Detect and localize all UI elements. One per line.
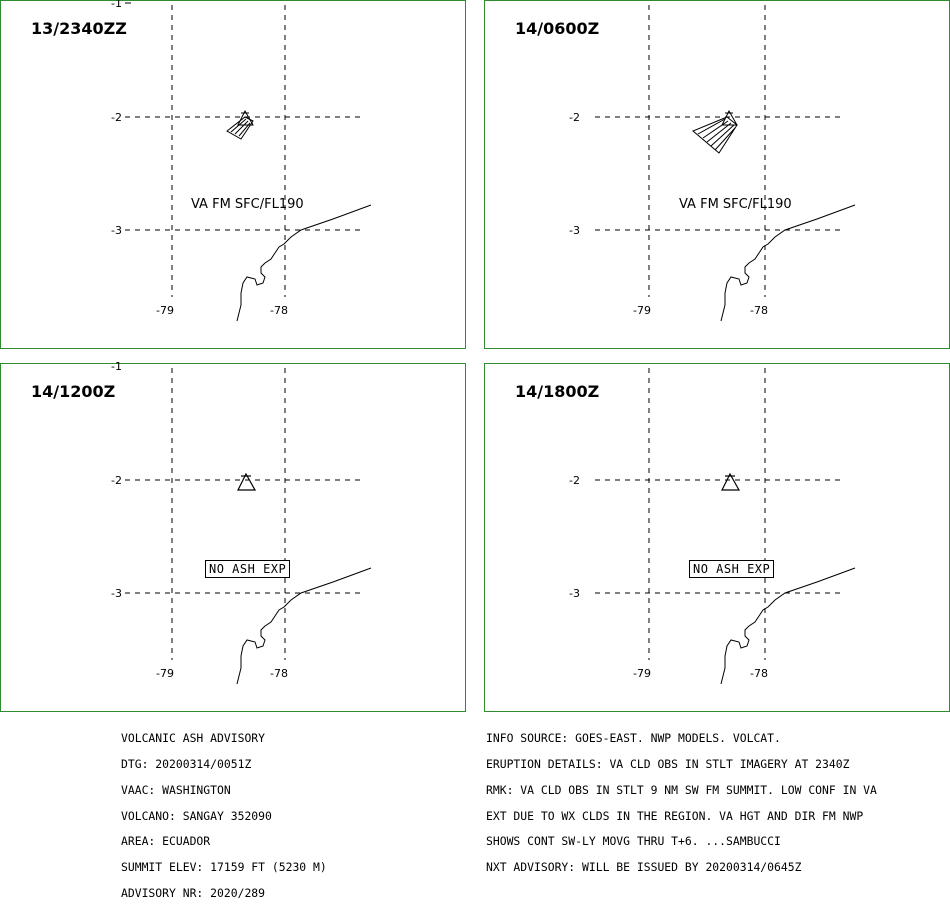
advisory-line: AREA: ECUADOR [121, 834, 211, 849]
forecast-panel-4 [484, 363, 950, 712]
map-canvas [1, 1, 467, 350]
tick-lat-top: -1 [111, 360, 122, 373]
lat-lon-grid [595, 5, 843, 297]
advisory-line: VAAC: WASHINGTON [121, 782, 231, 797]
tick-lat-low: -3 [569, 587, 580, 600]
forecast-panel-2 [484, 0, 950, 349]
tick-lat-low: -3 [569, 224, 580, 237]
tick-lon-left: -79 [633, 304, 651, 317]
no-ash-label: NO ASH EXP [205, 560, 290, 578]
lat-lon-grid [125, 368, 363, 660]
advisory-line: INFO SOURCE: GOES-EAST. NWP MODELS. VOLCAT. [486, 731, 781, 746]
coastline [237, 568, 371, 684]
advisory-details [486, 717, 877, 880]
tick-lat-mid: -2 [111, 111, 122, 124]
forecast-panel-3 [0, 360, 466, 712]
advisory-line: ADVISORY NR: 2020/289 [121, 885, 266, 900]
advisory-line: RMK: VA CLD OBS IN STLT 9 NM SW FM SUMMIT. LOW CONF IN VA [486, 782, 877, 797]
tick-lat-top: -1 [111, 0, 122, 10]
ash-cloud [227, 111, 253, 139]
tick-lon-left: -79 [156, 304, 174, 317]
tick-lon-right: -78 [270, 667, 288, 680]
map-canvas [485, 364, 950, 713]
forecast-panel-1 [0, 0, 466, 349]
lat-lon-grid [125, 5, 363, 297]
tick-lat-mid: -2 [111, 474, 122, 487]
advisory-line: NXT ADVISORY: WILL BE ISSUED BY 20200314/0645Z [486, 860, 802, 875]
map-canvas [485, 1, 950, 350]
va-height-label: VA FM SFC/FL190 [679, 197, 792, 212]
advisory-line: VOLCANIC ASH ADVISORY [121, 731, 266, 746]
advisory-line: SUMMIT ELEV: 17159 FT (5230 M) [121, 860, 327, 875]
map-canvas [1, 360, 467, 713]
no-ash-label: NO ASH EXP [689, 560, 774, 578]
tick-lat-low: -3 [111, 587, 122, 600]
lat-lon-grid [595, 368, 843, 660]
va-height-label: VA FM SFC/FL190 [191, 197, 304, 212]
volcano-icon [722, 474, 739, 490]
coastline [721, 568, 855, 684]
tick-lon-right: -78 [750, 667, 768, 680]
tick-lat-low: -3 [111, 224, 122, 237]
panel-time-label: 14/1800Z [515, 382, 600, 401]
tick-lat-mid: -2 [569, 474, 580, 487]
panel-time-label: 13/2340ZZ [31, 19, 127, 38]
coastline [721, 205, 855, 321]
tick-lon-left: -79 [156, 667, 174, 680]
advisory-line: VOLCANO: SANGAY 352090 [121, 808, 272, 823]
advisory-line: SHOWS CONT SW-LY MOVG THRU T+6. ...SAMBUCCI [486, 834, 781, 849]
tick-lon-right: -78 [270, 304, 288, 317]
volcano-icon [238, 474, 255, 490]
advisory-line: ERUPTION DETAILS: VA CLD OBS IN STLT IMAGERY AT 2340Z [486, 756, 850, 771]
tick-lat-mid: -2 [569, 111, 580, 124]
tick-lon-right: -78 [750, 304, 768, 317]
advisory-line: DTG: 20200314/0051Z [121, 756, 252, 771]
coastline [237, 205, 371, 321]
panel-time-label: 14/0600Z [515, 19, 600, 38]
tick-lon-left: -79 [633, 667, 651, 680]
panel-time-label: 14/1200Z [31, 382, 116, 401]
advisory-line: EXT DUE TO WX CLDS IN THE REGION. VA HGT AND DIR FM NWP [486, 808, 864, 823]
